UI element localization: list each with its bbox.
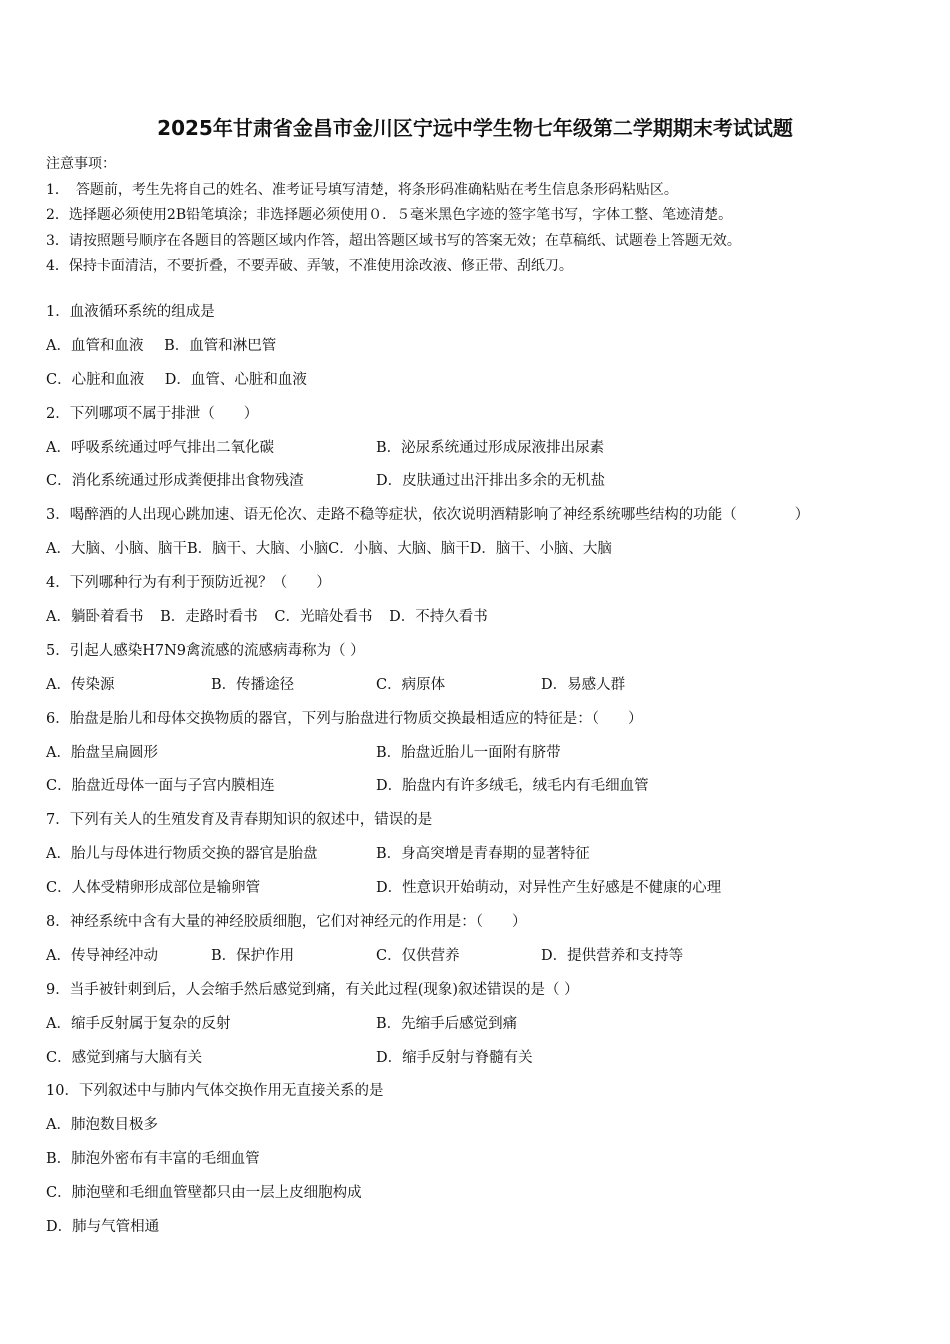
option-d: D．胎盘内有许多绒毛，绒毛内有毛细血管 <box>376 778 649 795</box>
notice-heading: 注意事项： <box>46 156 116 172</box>
option-d: D．缩手反射与脊髓有关 <box>376 1049 533 1066</box>
option-b: B．胎盘近胎儿一面附有脐带 <box>376 744 561 761</box>
option-row <box>46 942 916 976</box>
option-b: B．泌尿系统通过形成尿液排出尿素 <box>376 439 605 456</box>
option-row <box>46 467 916 501</box>
option-b: B．走路时看书 <box>160 609 258 626</box>
option-row <box>46 772 916 806</box>
option-row <box>46 366 916 400</box>
option-b: B．身高突增是青春期的显著特征 <box>376 846 590 863</box>
question-stem: 7．下列有关人的生殖发育及青春期知识的叙述中，错误的是 <box>46 812 433 829</box>
question-stem: 10．下列叙述中与肺内气体交换作用无直接关系的是 <box>46 1083 384 1100</box>
option-a: A．传导神经冲动 <box>46 947 158 964</box>
question-stem: 4．下列哪种行为有利于预防近视？（ ） <box>46 575 331 592</box>
option-c: C．病原体 <box>376 676 446 693</box>
notice-item: 2．选择题必须使用2B铅笔填涂；非选择题必须使用０．５毫米黑色字迹的签字笔书写，字体工整、笔迹清楚。 <box>46 207 733 223</box>
option-b: B．脑干、大脑、小脑 <box>186 541 329 558</box>
question-stem: 8．神经系统中含有大量的神经胶质细胞，它们对神经元的作用是：（ ） <box>46 914 527 931</box>
option-c: C．人体受精卵形成部位是输卵管 <box>46 880 261 897</box>
option-d: D．血管、心脏和血液 <box>164 371 307 388</box>
option-d: D．皮肤通过出汗排出多余的无机盐 <box>376 473 606 490</box>
option-a: A．传染源 <box>46 676 115 693</box>
option-d: D．不持久看书 <box>389 609 488 626</box>
question-list <box>46 298 916 1247</box>
option-c: C．心脏和血液 <box>46 371 145 388</box>
option-row <box>46 874 916 908</box>
notice-section <box>46 152 906 280</box>
option-d: D．脑干、小脑、大脑 <box>469 541 612 558</box>
option-b: B．先缩手后感觉到痛 <box>376 1015 518 1032</box>
question-stem: 1．血液循环系统的组成是 <box>46 304 215 320</box>
option-d: D．肺与气管相通 <box>46 1219 160 1236</box>
option-c: C．胎盘近母体一面与子宫内膜相连 <box>46 778 275 795</box>
option-d: D．性意识开始萌动，对异性产生好感是不健康的心理 <box>376 880 722 897</box>
question-stem: 2．下列哪项不属于排泄（ ） <box>46 405 259 422</box>
notice-item: 4．保持卡面清洁，不要折叠，不要弄破、弄皱，不准使用涂改液、修正带、刮纸刀。 <box>46 258 573 274</box>
option-a: A．肺泡数目极多 <box>46 1117 158 1134</box>
option-a: A．血管和血液 <box>46 337 144 354</box>
option-b: B．血管和淋巴管 <box>164 337 277 354</box>
option-row <box>46 739 916 773</box>
option-d: D．提供营养和支持等 <box>541 947 684 964</box>
option-row <box>46 434 916 468</box>
option-row <box>46 1044 916 1078</box>
question-stem: 9．当手被针刺到后，人会缩手然后感觉到痛，有关此过程(现象)叙述错误的是（ ） <box>46 981 579 998</box>
option-c: C．仅供营养 <box>376 947 460 964</box>
option-d: D．易感人群 <box>541 676 626 693</box>
option-c: C．小脑、大脑、脑干 <box>328 541 470 558</box>
option-row <box>46 840 916 874</box>
option-c: C．感觉到痛与大脑有关 <box>46 1049 203 1066</box>
option-b: B．传播途径 <box>211 676 295 693</box>
option-a: A．呼吸系统通过呼气排出二氧化碳 <box>46 439 274 456</box>
option-a: A．胎儿与母体进行物质交换的器官是胎盘 <box>46 846 318 863</box>
page-title: 2025年甘肃省金昌市金川区宁远中学生物七年级第二学期期末考试试题 <box>157 116 793 140</box>
option-c: C．肺泡壁和毛细血管壁都只由一层上皮细胞构成 <box>46 1185 362 1202</box>
notice-item: 3．请按照题号顺序在各题目的答题区域内作答，超出答题区域书写的答案无效；在草稿纸、试题卷上答题无效。 <box>46 232 741 249</box>
question-stem: 3．喝醉酒的人出现心跳加速、语无伦次、走路不稳等症状，依次说明酒精影响了神经系统哪些结构的功能（ ） <box>46 507 810 524</box>
option-c: C．消化系统通过形成粪便排出食物残渣 <box>46 473 304 490</box>
option-a: A．躺卧着看书 <box>46 609 144 626</box>
option-row <box>46 1010 916 1044</box>
option-c: C．光暗处看书 <box>274 609 373 626</box>
option-a: A．缩手反射属于复杂的反射 <box>46 1015 231 1032</box>
question-stem: 6．胎盘是胎儿和母体交换物质的器官，下列与胎盘进行物质交换最相适应的特征是：（ ） <box>46 710 643 727</box>
option-row <box>46 671 916 705</box>
option-row <box>46 603 916 637</box>
option-row <box>46 332 916 366</box>
option-row <box>46 535 916 569</box>
option-a: A．胎盘呈扁圆形 <box>46 744 158 761</box>
option-b: B．肺泡外密布有丰富的毛细血管 <box>46 1151 260 1168</box>
question-stem: 5．引起人感染H7N9禽流感的流感病毒称为（ ） <box>46 642 365 659</box>
option-b: B．保护作用 <box>211 947 295 964</box>
notice-item: 1． 答题前，考生先将自己的姓名、准考证号填写清楚，将条形码准确粘贴在考生信息条形码粘贴区。 <box>46 181 678 198</box>
option-a: A．大脑、小脑、脑干 <box>46 541 187 558</box>
